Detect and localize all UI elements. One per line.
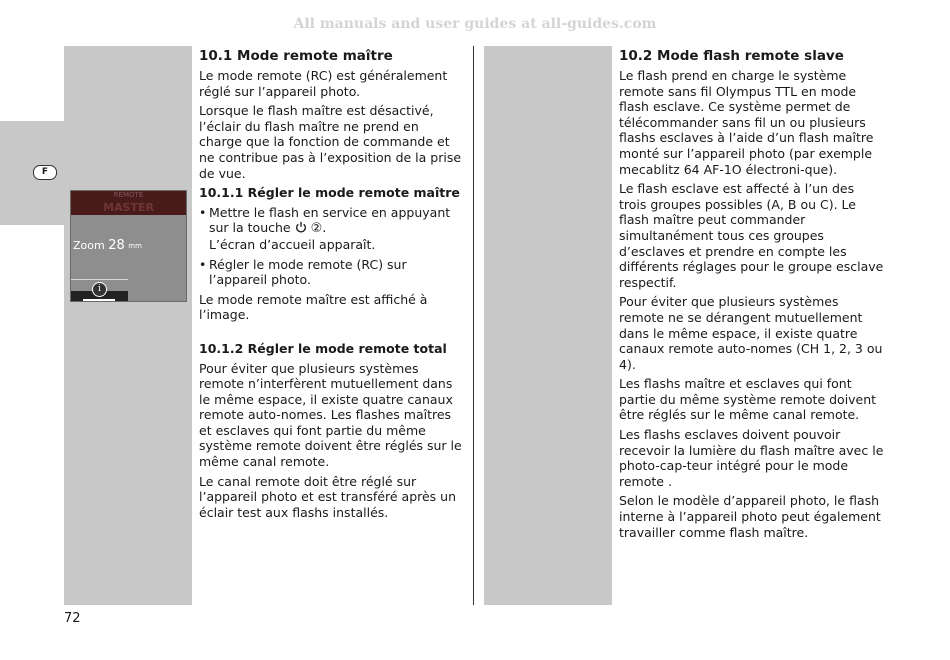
button-number: ②. [310, 221, 327, 237]
paragraph: Pour éviter que plusieurs systèmes remote n’interfèrent mutuellement dans le même espace, il existe quatre canaux remote auto-nomes. Les flashes maîtres et esclaves qui font partie du même système remote doivent être réglés sur le même canal remote. [199, 360, 462, 470]
section-title-10-2: 10.2 Mode flash remote slave [619, 48, 844, 64]
display-softkey-underline [83, 299, 115, 301]
display-zoom [73, 238, 142, 253]
list-item: • Mettre le flash en service en appuyant sur la touche ②. L’écran d’accueil apparaît. [199, 205, 465, 253]
paragraph: Pour éviter que plusieurs systèmes remote ne se dérangent mutuellement dans le même espace, il existe quatre canaux remote auto-nomes (CH 1, 2, 3 ou 4). [619, 294, 883, 372]
display-remote-label: REMOTE [113, 191, 144, 199]
page-number: 72 [64, 611, 81, 626]
paragraph: Les flashs esclaves doivent pouvoir recevoir la lumière du flash maître avec le photo-cap-teur intégré pour le mode remote . [619, 427, 884, 489]
paragraph: Le flash esclave est affecté à l’un des trois groupes possibles (A, B ou C). Le flash maître peut commander simultanément tous ces groupes d’esclaves et prendre en compte les différents réglages pour le groupe esclave respectif. [619, 181, 884, 290]
list-item-note: L’écran d’accueil apparaît. [209, 236, 376, 252]
column-divider [473, 46, 474, 605]
language-badge: F [33, 165, 57, 180]
section-title-10-1: 10.1 Mode remote maître [199, 48, 393, 64]
paragraph: Selon le modèle d’appareil photo, le flash interne à l’appareil photo peut également travailler comme flash maître. [619, 493, 881, 540]
display-mode-bar [71, 191, 186, 215]
instruction-list [199, 205, 465, 288]
display-master-label: MASTER [103, 201, 154, 214]
subsection-title-10-1-2: 10.1.2 Régler le mode remote total [199, 340, 447, 356]
list-item: • Régler le mode remote (RC) sur l’appareil photo. [199, 257, 465, 288]
paragraph: Lorsque le flash maître est désactivé, l’éclair du flash maître ne prend en charge que la fonction de commande et ne contribue pas à l’exposition de la prise de vue. [199, 103, 462, 181]
subsection-title-10-1-1: 10.1.1 Régler le mode remote maître [199, 185, 460, 201]
zoom-unit: mm [128, 242, 142, 250]
flash-display-illustration [70, 190, 187, 302]
paragraph: Le flash prend en charge le système remote sans fil Olympus TTL en mode flash esclave. Ce système permet de télécommander sans fil un ou plusieurs flashs esclaves à l’aide d’un flash maître monté sur l’appareil photo (par exemple mecablitz 64 AF-1O électroni-que). [619, 68, 874, 177]
right-text-column [619, 48, 885, 544]
watermark: All manuals and user guides at all-guides.com [293, 16, 657, 32]
paragraph: Les flashs maître et esclaves qui font partie du même système remote doivent être réglés sur le même canal remote. [619, 376, 877, 423]
paragraph: Le canal remote doit être réglé sur l’appareil photo et est transféré après un éclair test aux flashs installés. [199, 473, 457, 520]
zoom-value: 28 [108, 238, 125, 253]
zoom-label: Zoom [73, 239, 105, 252]
paragraph: Le mode remote maître est affiché à l’image. [199, 291, 428, 323]
info-icon: i [92, 282, 107, 297]
power-icon [295, 221, 307, 233]
left-text-column [199, 48, 465, 524]
paragraph: Le mode remote (RC) est généralement réglé sur l’appareil photo. [199, 68, 448, 99]
right-margin-column [484, 46, 612, 605]
left-margin-column [64, 46, 192, 605]
